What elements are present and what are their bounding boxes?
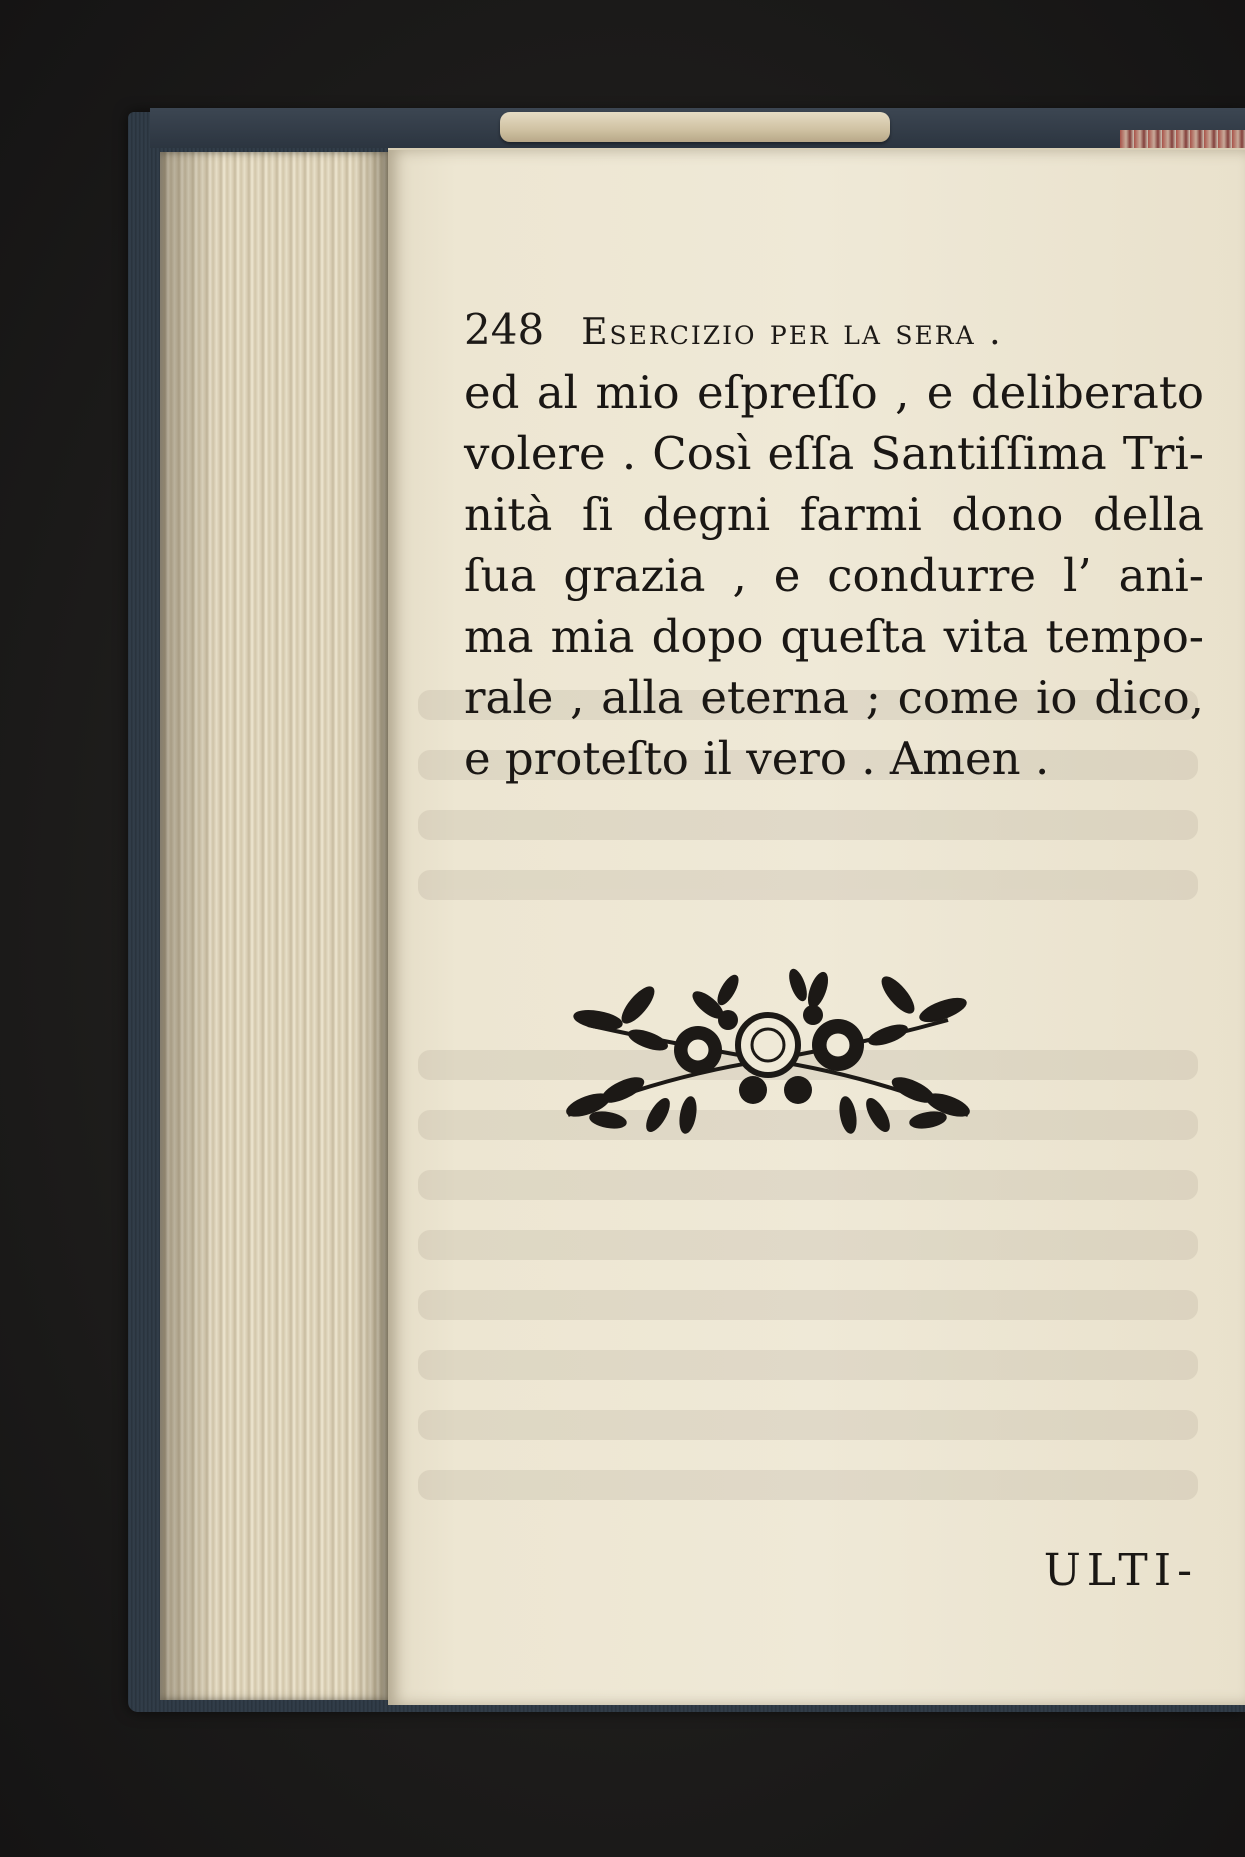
text-line: nità ſi degni farmi dono della bbox=[464, 488, 1204, 541]
text-line: e proteſto il vero . Amen . bbox=[464, 732, 1050, 785]
text-line: ſua grazia , e condurre l’ ani- bbox=[464, 549, 1204, 602]
page-edges-shadow bbox=[160, 152, 388, 1700]
running-header bbox=[464, 305, 1204, 354]
text-line: rale , alla eterna ; come io dico, bbox=[464, 671, 1204, 724]
text-line: volere . Così eſſa Santiſſima Tri- bbox=[464, 427, 1204, 480]
text-line: ma mia dopo queſta vita tempo- bbox=[464, 610, 1204, 663]
body-text bbox=[464, 362, 1204, 789]
page-number: 248 bbox=[464, 305, 545, 354]
floral-ornament-icon bbox=[548, 965, 988, 1135]
text-line: ed al mio eſpreſſo , e deliberato bbox=[464, 366, 1204, 419]
spine-tab bbox=[500, 112, 890, 142]
catchword: ULTI- bbox=[1043, 1545, 1198, 1596]
printed-page bbox=[388, 150, 1245, 1705]
running-title: Esercizio per la sera . bbox=[581, 312, 1003, 353]
